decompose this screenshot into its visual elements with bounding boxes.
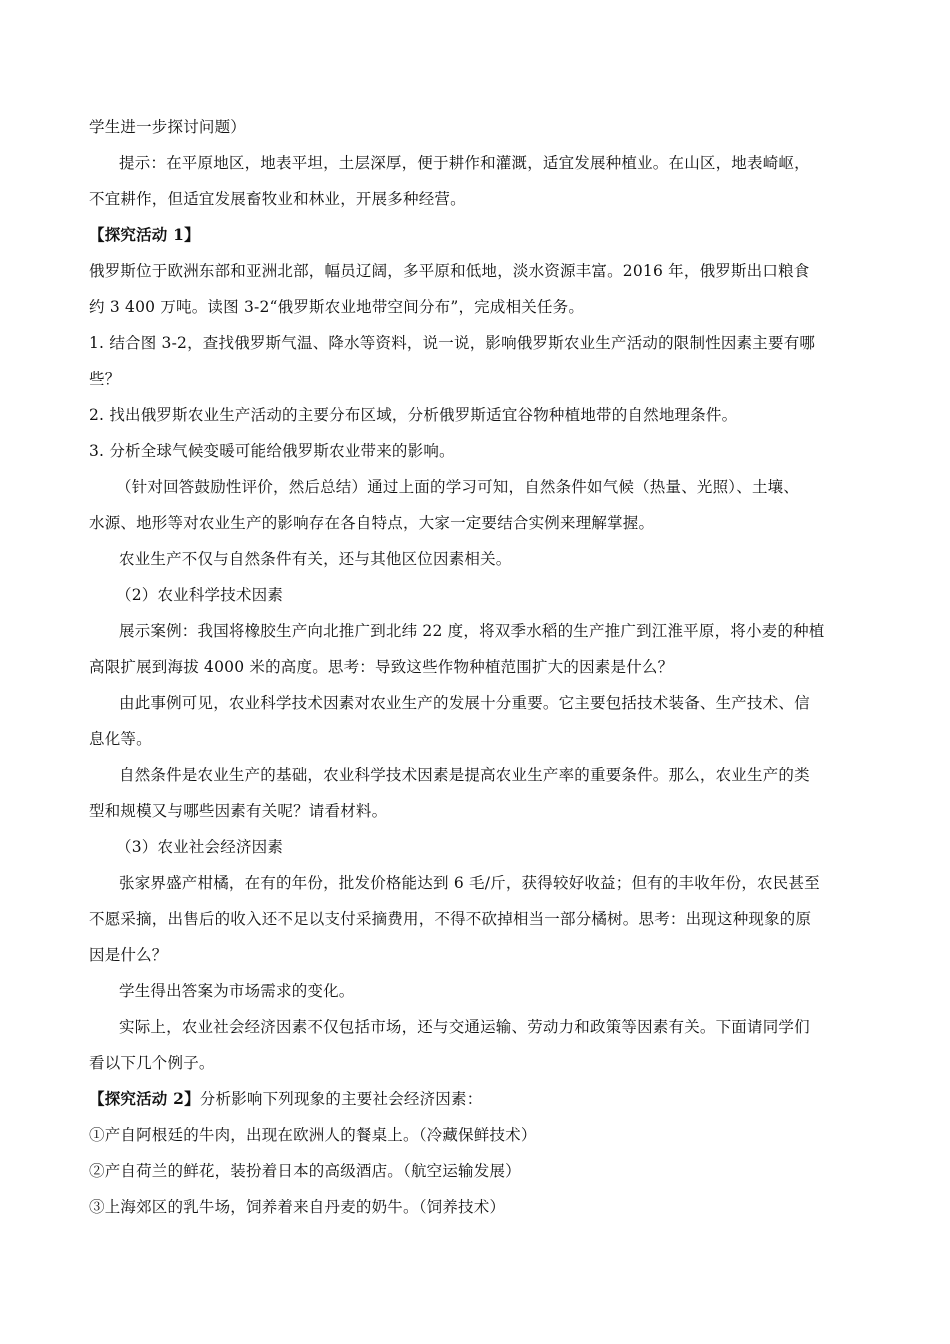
section-heading-activity-1: 【探究活动 1】 (89, 225, 200, 244)
text-line: 因是什么？ (89, 946, 168, 964)
text-line: 学生得出答案为市场需求的变化。 (119, 982, 355, 1000)
subheading-tech-factors: （2）农业科学技术因素 (116, 586, 284, 604)
text-line: 学生进一步探讨问题） (89, 118, 247, 136)
text-line: 高限扩展到海拔 4000 米的高度。思考：导致这些作物种植范围扩大的因素是什么？ (89, 658, 674, 676)
subheading-socioeconomic-factors: （3）农业社会经济因素 (116, 838, 284, 856)
text-line: 些？ (89, 370, 121, 388)
text-line: 农业生产不仅与自然条件有关，还与其他区位因素相关。 (119, 550, 512, 568)
text-line: 展示案例：我国将橡胶生产向北推广到北纬 22 度，将双季水稻的生产推广到江淮平原，将小麦的种植 (119, 622, 825, 640)
text-line: （针对回答鼓励性评价，然后总结）通过上面的学习可知，自然条件如气候（热量、光照）、土壤、 (116, 478, 800, 496)
section-heading-activity-2: 【探究活动 2】 (89, 1089, 200, 1108)
text-line: 水源、地形等对农业生产的影响存在各自特点，大家一定要结合实例来理解掌握。 (89, 514, 655, 532)
list-item: ②产自荷兰的鲜花，装扮着日本的高级酒店。（航空运输发展） (89, 1162, 521, 1180)
activity-2-line (89, 1088, 869, 1110)
text-line: 俄罗斯位于欧洲东部和亚洲北部，幅员辽阔，多平原和低地，淡水资源丰富。2016 年，俄罗斯出口粮食 (89, 262, 810, 280)
activity-2-prompt: 分析影响下列现象的主要社会经济因素： (199, 1090, 483, 1108)
text-line: 不宜耕作，但适宜发展畜牧业和林业，开展多种经营。 (89, 190, 466, 208)
text-line: 提示：在平原地区，地表平坦，土层深厚，便于耕作和灌溉，适宜发展种植业。在山区，地表崎岖， (119, 154, 810, 172)
text-line: 实际上，农业社会经济因素不仅包括市场，还与交通运输、劳动力和政策等因素有关。下面请同学们 (119, 1018, 810, 1036)
text-line: 息化等。 (89, 730, 152, 748)
list-item: ③上海郊区的乳牛场，饲养着来自丹麦的奶牛。（饲养技术） (89, 1198, 506, 1216)
text-line: 型和规模又与哪些因素有关呢？请看材料。 (89, 802, 388, 820)
list-item: ①产自阿根廷的牛肉，出现在欧洲人的餐桌上。（冷藏保鲜技术） (89, 1126, 537, 1144)
text-line: 1. 结合图 3-2，查找俄罗斯气温、降水等资料，说一说，影响俄罗斯农业生产活动的限制性因素主要有哪 (89, 334, 816, 352)
text-line: 看以下几个例子。 (89, 1054, 215, 1072)
text-line: 约 3 400 万吨。读图 3-2“俄罗斯农业地带空间分布”，完成相关任务。 (89, 298, 585, 316)
text-line: 2. 找出俄罗斯农业生产活动的主要分布区域，分析俄罗斯适宜谷物种植地带的自然地理条件。 (89, 406, 738, 424)
text-line: 由此事例可见，农业科学技术因素对农业生产的发展十分重要。它主要包括技术装备、生产技术、信 (119, 694, 810, 712)
text-line: 自然条件是农业生产的基础，农业科学技术因素是提高农业生产率的重要条件。那么，农业生产的类 (119, 766, 810, 784)
text-line: 张家界盛产柑橘，在有的年份，批发价格能达到 6 毛/斤，获得较好收益；但有的丰收年份，农民甚至 (119, 874, 820, 892)
text-line: 不愿采摘，出售后的收入还不足以支付采摘费用，不得不砍掉相当一部分橘树。思考：出现这种现象的原 (89, 910, 812, 928)
text-line: 3. 分析全球气候变暖可能给俄罗斯农业带来的影响。 (89, 442, 455, 460)
